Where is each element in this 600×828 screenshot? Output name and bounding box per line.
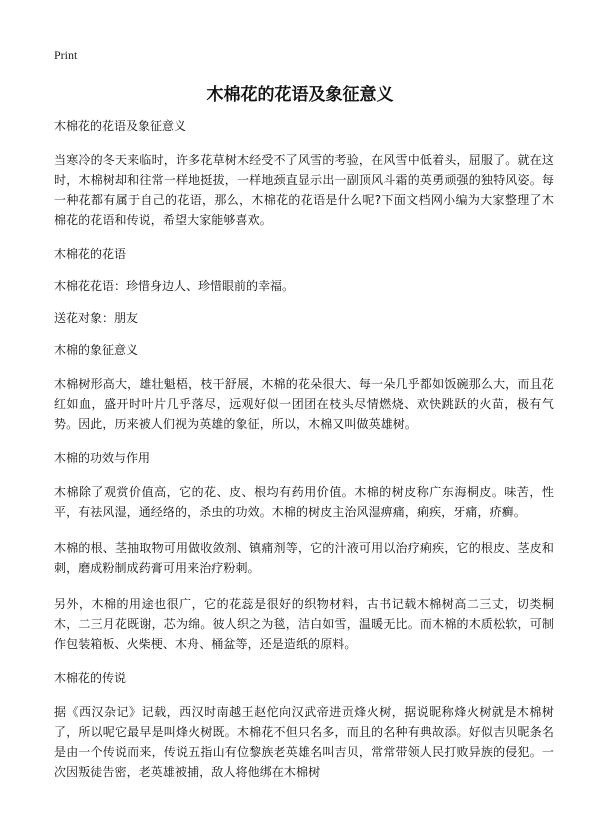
print-link[interactable]: Print [54,48,78,62]
paragraph: 据《西汉杂记》记载，西汉时南越王赵佗向汉武帝进贡烽火树，据说昵称烽火树就是木棉树了，所以呢它最早是叫烽火树既。木棉花不但只名多，而且的名种有典故添。好似吉贝昵条名是由一个传说而来，传说五指山有位黎族老英雄名叫吉贝，常常带领人民打败异族的侵犯。一次因叛徒告密，老英雄被捕，敌人将他绑在木棉树 [54,705,554,779]
page-title: 木棉花的花语及象征意义 [206,85,394,105]
paragraph: 送花对象：朋友 [54,311,139,325]
paragraph: 木棉的根、茎抽取物可用做收敛剂、镇痛剂等，它的汁液可用以治疗痢疾，它的根皮、茎皮和刺，磨成粉制成药膏可用来治疗粉刺。 [54,541,554,575]
paragraph: 木棉除了观赏价值高，它的花、皮、根均有药用价值。木棉的树皮称广东海桐皮。味苦，性平，有祛风湿，通经络的，杀虫的功效。木棉的树皮主治风湿痹痛，痢疾，牙痛，疥癣。 [54,485,554,519]
paragraph: 另外，木棉的用途也很广，它的花蕊是很好的织物材料，古书记载木棉树高二三丈，切类桐木，二三月花既谢，芯为绵。彼人织之为毯，洁白如雪，温暖无比。而木棉的木质松软，可制作包装箱板、火柴梗、木舟、桶盆等，还是造纸的原料。 [54,597,554,651]
section-heading: 木棉花的传说 [54,671,127,685]
section-heading: 木棉花的花语及象征意义 [54,119,187,133]
paragraph: 当寒冷的冬天来临时，许多花草树木经受不了风雪的考验，在风雪中低着头，屈服了。就在这时，木棉树却和往常一样地挺拔，一样地颈直显示出一副顶风斗霜的英勇顽强的独特风姿。每一种花都有属于自己的花语，那么，木棉花的花语是什么呢?下面文档网小编为大家整理了木棉花的花语和传说，希望大家能够喜欢。 [54,153,554,227]
section-heading: 木棉的象征意义 [54,343,139,357]
section-heading: 木棉的功效与作用 [54,451,151,465]
section-heading: 木棉花的花语 [54,247,127,261]
paragraph: 木棉树形高大，雄壮魁梧，枝干舒展，木棉的花朵很大、每一朵几乎都如饭碗那么大，而且花红如血，盛开时叶片几乎落尽，远观好似一团团在枝头尽情燃烧、欢快跳跃的火苗，极有气势。因此，历来被人们视为英雄的象征，所以，木棉又叫做英雄树。 [54,377,554,431]
article-body [54,118,554,794]
paragraph: 木棉花花语：珍惜身边人、珍惜眼前的幸福。 [54,279,295,293]
